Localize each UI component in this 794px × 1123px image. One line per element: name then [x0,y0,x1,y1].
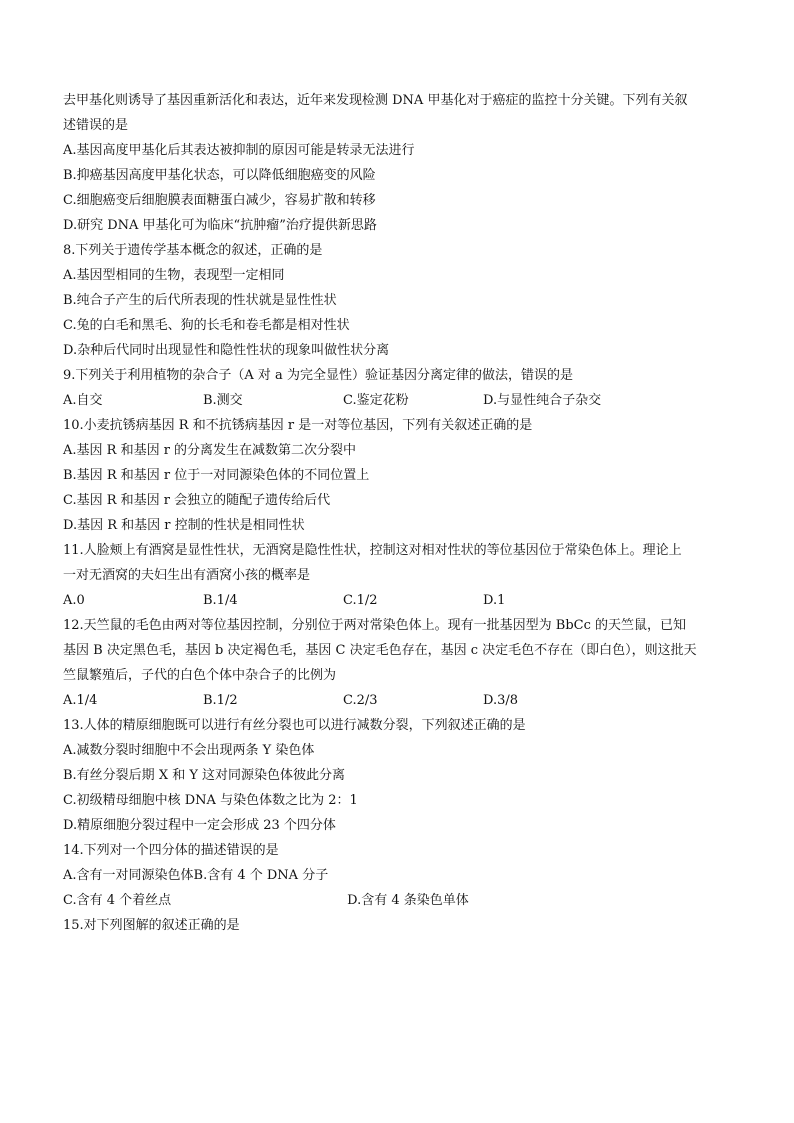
question-stem: 12.天竺鼠的毛色由两对等位基因控制，分别位于两对常染色体上。现有一批基因型为 BbCc 的天竺鼠，已知 [63,618,687,633]
question-7-continued [63,88,743,238]
option-c: C.鉴定花粉 [343,393,409,408]
question-stem: 11.人脸颊上有酒窝是显性性状，无酒窝是隐性性状，控制这对相对性状的等位基因位于常染色体上。理论上 [63,543,682,558]
question-11 [63,538,743,613]
question-8 [63,238,743,363]
question-14 [63,838,743,913]
option-d: D.研究 DNA 甲基化可为临床“抗肿瘤”治疗提供新思路 [63,218,377,233]
question-stem: 一对无酒窝的夫妇生出有酒窝小孩的概率是 [63,568,311,583]
question-stem: 基因 B 决定黑色毛，基因 b 决定褐色毛，基因 C 决定毛色存在，基因 c 决定毛色不存在（即白色），则这批天 [63,643,697,658]
option-d: D.杂种后代同时出现显性和隐性性状的现象叫做性状分离 [63,343,390,358]
option-a: A.0 [63,593,85,608]
option-d: D.1 [483,593,506,608]
question-stem: 10.小麦抗锈病基因 R 和不抗锈病基因 r 是一对等位基因，下列有关叙述正确的是 [63,418,533,433]
option-b: B.1/4 [203,593,238,608]
option-c: C.初级精母细胞中核 DNA 与染色体数之比为 2：1 [63,793,358,808]
question-stem: 述错误的是 [63,118,129,133]
options-row [63,588,743,613]
option-b: B.抑癌基因高度甲基化状态，可以降低细胞癌变的风险 [63,168,376,183]
option-b: B.有丝分裂后期 X 和 Y 这对同源染色体彼此分离 [63,768,346,783]
question-list [63,88,743,938]
option-b: B.1/2 [203,693,238,708]
options-row [63,688,743,713]
option-ab: A.含有一对同源染色体B.含有 4 个 DNA 分子 [63,868,329,883]
question-stem: 竺鼠繁殖后，子代的白色个体中杂合子的比例为 [63,668,337,683]
option-b: B.测交 [203,393,243,408]
option-d: D.与显性纯合子杂交 [483,393,602,408]
option-a: A.自交 [63,393,103,408]
option-b: B.基因 R 和基因 r 位于一对同源染色体的不同位置上 [63,468,370,483]
option-a: A.减数分裂时细胞中不会出现两条 Y 染色体 [63,743,315,758]
options-row [63,888,743,913]
question-12 [63,613,743,713]
option-d: D.精原细胞分裂过程中一定会形成 23 个四分体 [63,818,336,833]
question-13 [63,713,743,838]
option-a: A.基因 R 和基因 r 的分离发生在减数第二次分裂中 [63,443,357,458]
option-c: C.2/3 [343,693,378,708]
option-c: C.兔的白毛和黑毛、狗的长毛和卷毛都是相对性状 [63,318,350,333]
option-d: D.基因 R 和基因 r 控制的性状是相同性状 [63,518,305,533]
question-stem: 14.下列对一个四分体的描述错误的是 [63,843,279,858]
option-c: C.1/2 [343,593,378,608]
option-d: D.3/8 [483,693,519,708]
option-b: B.纯合子产生的后代所表现的性状就是显性性状 [63,293,337,308]
question-stem: 9.下列关于利用植物的杂合子（A 对 a 为完全显性）验证基因分离定律的做法，错误的是 [63,368,573,383]
option-a: A.基因高度甲基化后其表达被抑制的原因可能是转录无法进行 [63,143,415,158]
question-15 [63,913,743,938]
question-stem: 13.人体的精原细胞既可以进行有丝分裂也可以进行减数分裂，下列叙述正确的是 [63,718,526,733]
options-row [63,388,743,413]
option-a: A.基因型相同的生物，表现型一定相同 [63,268,285,283]
question-stem: 去甲基化则诱导了基因重新活化和表达，近年来发现检测 DNA 甲基化对于癌症的监控十分关键。下列有关叙 [63,93,688,108]
question-stem: 15.对下列图解的叙述正确的是 [63,918,240,933]
option-c: C.细胞癌变后细胞膜表面糖蛋白减少，容易扩散和转移 [63,193,376,208]
option-c: C.基因 R 和基因 r 会独立的随配子遗传给后代 [63,493,331,508]
question-stem: 8.下列关于遗传学基本概念的叙述，正确的是 [63,243,323,258]
question-10 [63,413,743,538]
question-9 [63,363,743,413]
option-a: A.1/4 [63,693,98,708]
option-c: C.含有 4 个着丝点 [63,893,172,908]
option-d: D.含有 4 条染色单体 [347,893,469,908]
